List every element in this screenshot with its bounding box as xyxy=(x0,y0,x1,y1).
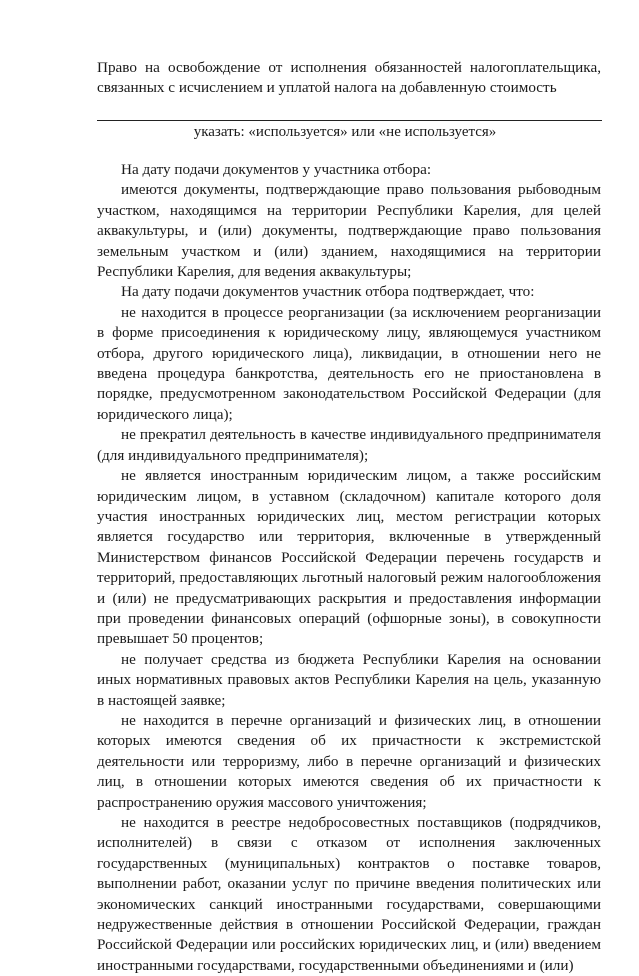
paragraph: не находится в процессе реорганизации (за исключением реорганизации в форме присоединения к юридическому лицу, являющемуся участником отбора, другого юридического лица), ликвидации, в отношении него не введена процедура банкротства, деятельность его не приостановлена в порядке, предусмотренном законодательством Российской Федерации (для юридического лица); xyxy=(97,303,601,423)
paragraph: На дату подачи документов у участника отбора: xyxy=(121,161,432,178)
paragraph: не является иностранным юридическим лицом, а также российским юридическим лицом, в уставном (складочном) капитале которого доля участия иностранных юридических лиц, местом регистрации которых является государство или территория, включенные в утвержденный Министерством финансов Российской Федерации перечень государств и территорий, предоставляющих льготный налоговый режим налогообложения и (или) не предусматривающих раскрытия и предоставления информации при проведении финансовых операций (офшорные зоны), в совокупности превышает 50 процентов; xyxy=(97,467,601,648)
fill-in-hint: указать: «используется» или «не используется» xyxy=(193,124,497,140)
fill-in-line xyxy=(97,120,602,121)
document-body xyxy=(97,160,601,976)
header-title: Право на освобождение от исполнения обязанностей налогоплательщика, связанных с исчислением и уплатой налога на добавленную стоимость xyxy=(97,59,601,96)
paragraph: имеются документы, подтверждающие право пользования рыбоводным участком, находящимся на территории Республики Карелия, для целей аквакультуры, и (или) документы, подтверждающие право пользования земельным участком и (или) зданием, находящимися на территории Республики Карелия, для ведения аквакультуры; xyxy=(97,181,601,281)
paragraph: не находится в реестре недобросовестных поставщиков (подрядчиков, исполнителей) в связи с отказом от исполнения заключенных государственных (муниципальных) контрактов о поставке товаров, выполнении работ, оказании услуг по причине введения политических или экономических санкций иностранными государствами, совершающими недружественные действия в отношении Российской Федерации, граждан Российской Федерации или российских юридических лиц, и (или) введением иностранными государствами, государственными объединениями и (или) xyxy=(97,814,601,974)
paragraph: На дату подачи документов участник отбора подтверждает, что: xyxy=(121,283,535,301)
paragraph: не прекратил деятельность в качестве индивидуального предпринимателя (для индивидуального предпринимателя); xyxy=(97,426,601,464)
paragraph: не находится в перечне организаций и физических лиц, в отношении которых имеются сведения об их причастности к экстремистской деятельности или терроризму, либо в перечне организаций и физических лиц, в отношении которых имеются сведения об их причастности к распространению оружия массового уничтожения; xyxy=(97,711,601,811)
paragraph: не получает средства из бюджета Республики Карелия на основании иных нормативных правовых актов Республики Карелия на цель, указанную в настоящей заявке; xyxy=(97,650,601,709)
